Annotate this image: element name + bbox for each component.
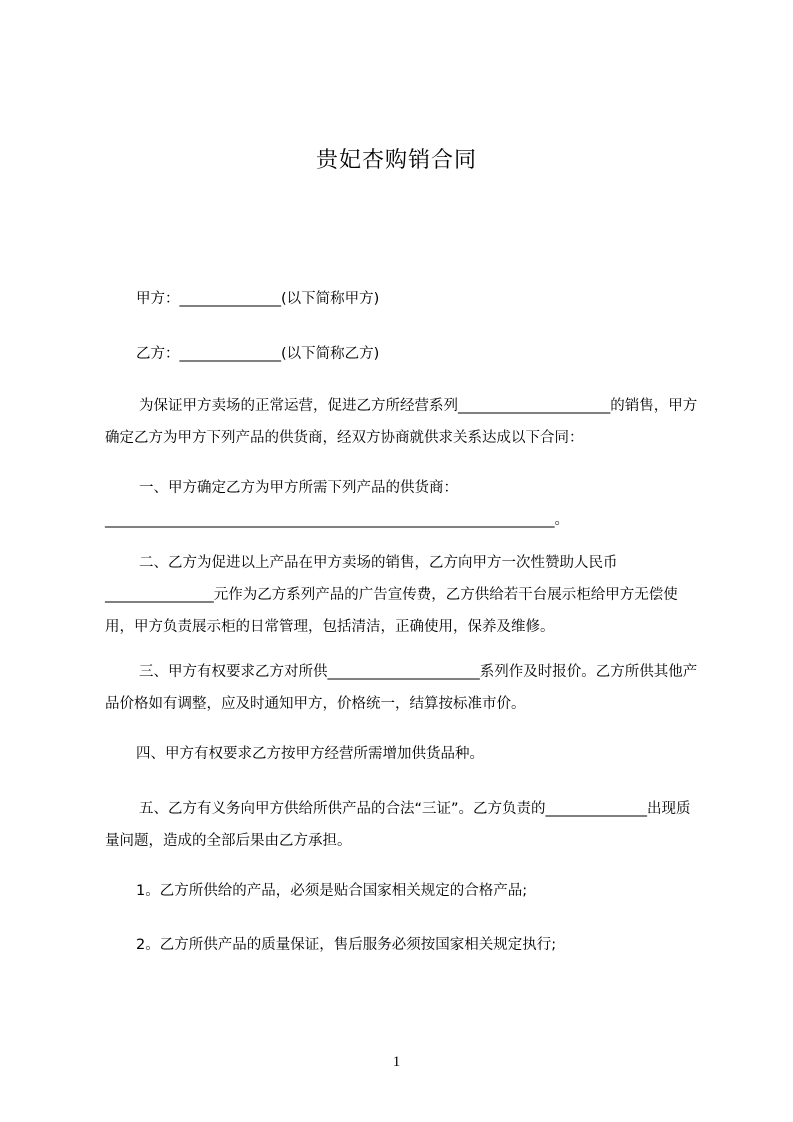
- document-title: 贵妃杏购销合同: [315, 148, 477, 173]
- clause-2: 二、乙方为促进以上产品在甲方卖场的销售，乙方向甲方一次性赞助人民币_______________元作为乙方系列产品的广告宣传费，乙方供给若干台展示柜给甲方无偿使用，甲方负责展示柜的日常管理，包括清洁，正确使用，保养及维修。: [105, 555, 678, 635]
- party-a-line: 甲方：______________(以下简称甲方): [136, 291, 380, 307]
- item-2: 2。乙方所供产品的质量保证，售后服务必须按国家相关规定执行;: [136, 937, 557, 953]
- page-number: 1: [392, 1054, 401, 1070]
- clause-5: 五、乙方有义务向甲方供给所供产品的合法“三证”。乙方负责的______________出现质量问题，造成的全部后果由乙方承担。: [105, 801, 691, 849]
- clause-4: 四、甲方有权要求乙方按甲方经营所需增加供货品种。: [136, 746, 484, 762]
- party-b-line: 乙方：______________(以下简称乙方): [136, 346, 380, 362]
- clause-3: 三、甲方有权要求乙方对所供_____________________系列作及时报价。乙方所供其他产品价格如有调整，应及时通知甲方，价格统一，结算按标准市价。: [105, 664, 698, 712]
- clause-1: 一、甲方确定乙方为甲方所需下列产品的供货商：______________________________________________________________。: [105, 480, 569, 528]
- intro-paragraph: 为保证甲方卖场的正常运营，促进乙方所经营系列_____________________的销售，甲方确定乙方为甲方下列产品的供货商，经双方协商就供求关系达成以下合同：: [105, 398, 698, 446]
- item-1: 1。乙方所供给的产品，必须是贴合国家相关规定的合格产品;: [136, 883, 528, 899]
